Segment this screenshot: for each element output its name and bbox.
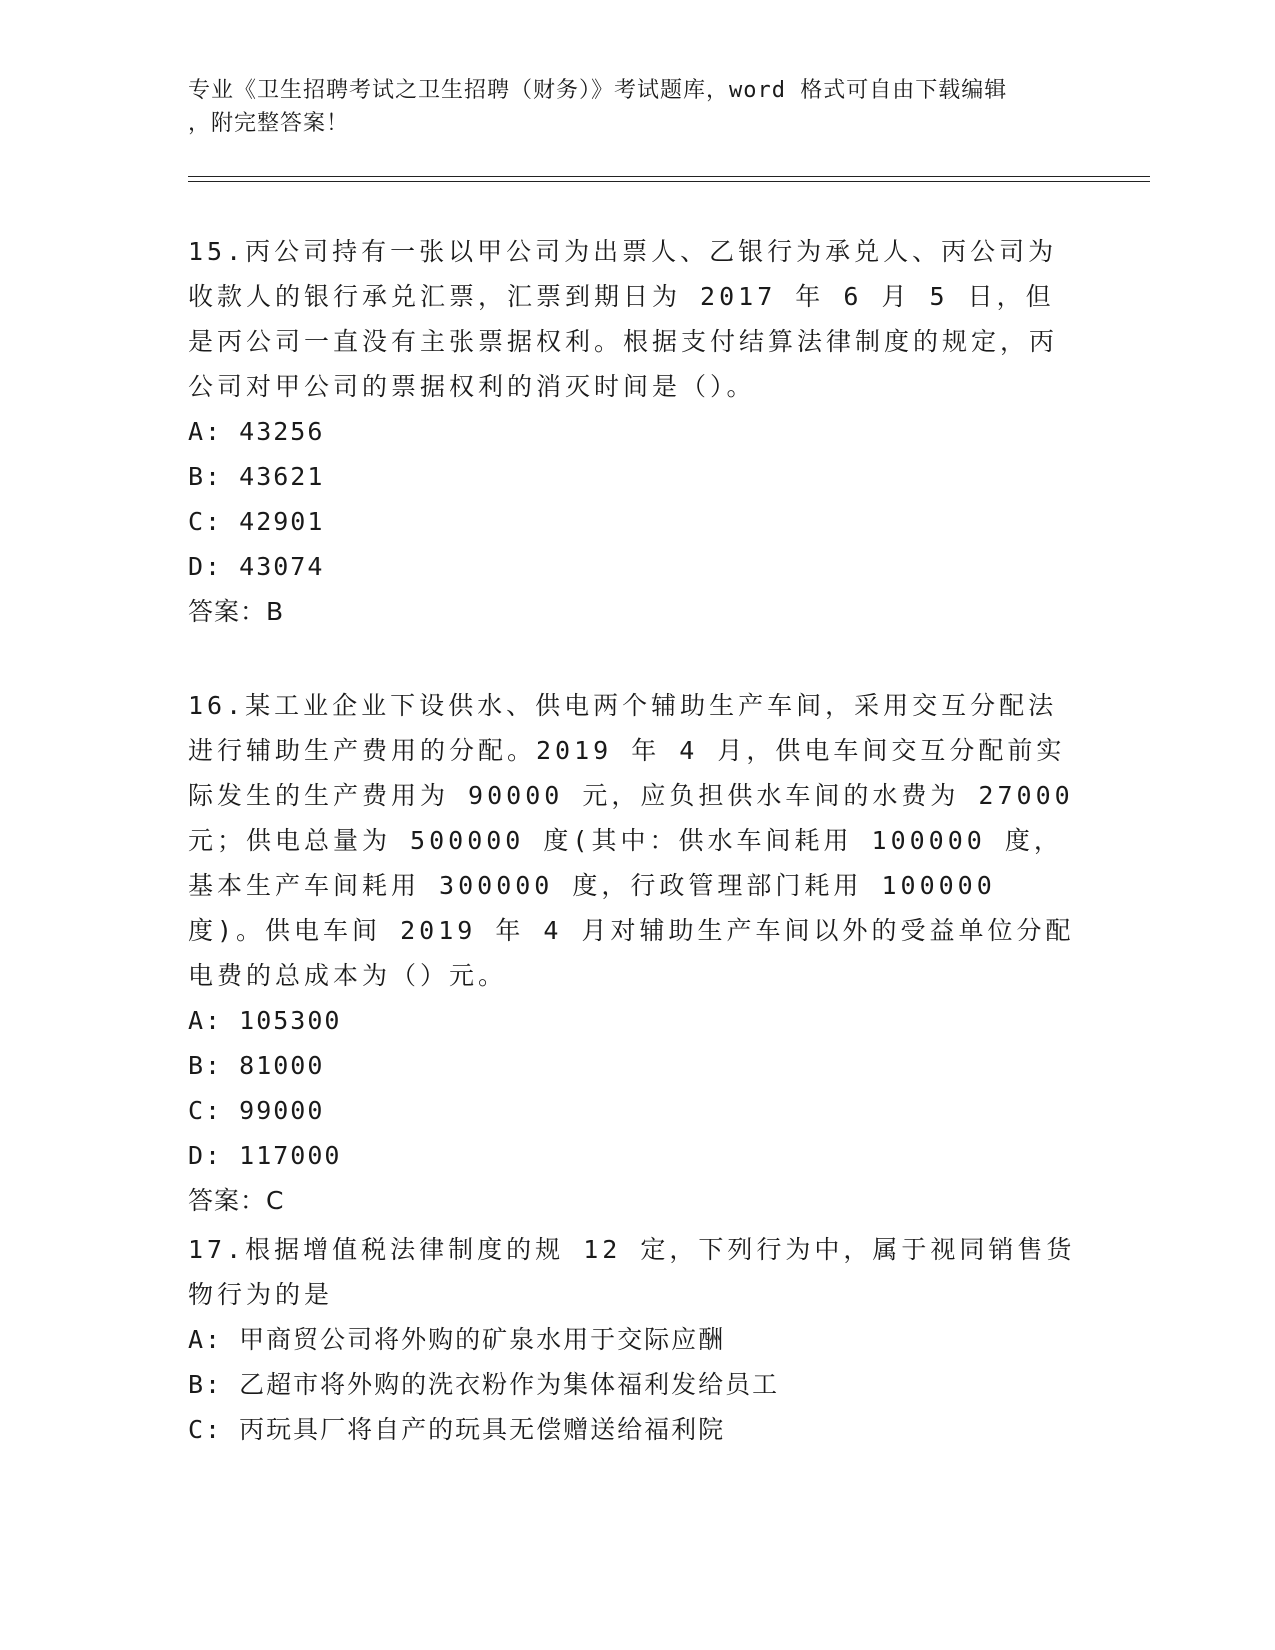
header-line-1: 专业《卫生招聘考试之卫生招聘（财务）》考试题库，word 格式可自由下载编辑 — [188, 78, 1008, 103]
document-header — [188, 74, 1088, 140]
question-15 — [188, 229, 1078, 634]
option-a: A: 43256 — [188, 417, 325, 446]
question-16 — [188, 683, 1078, 1223]
question-stem: 16.某工业企业下设供水、供电两个辅助生产车间，采用交互分配法进行辅助生产费用的分配。2019 年 4 月，供电车间交互分配前实际发生的生产费用为 90000 元，应负担供水车间的水费为 27000 元；供电总量为 500000 度(其中：供水车间耗用 100000 度，基本生产车间耗用 300000 度，行政管理部门耗用 100000 度)。供电车间 2019 年 4 月对辅助生产车间以外的受益单位分配电费的总成本为（）元。 — [188, 691, 1075, 990]
question-stem: 17.根据增值税法律制度的规 12 定，下列行为中，属于视同销售货物行为的是 — [188, 1235, 1076, 1309]
header-line-2: ，附完整答案！ — [188, 111, 350, 136]
option-a: A: 甲商贸公司将外购的矿泉水用于交际应酬 — [188, 1325, 726, 1354]
option-b: B: 乙超市将外购的洗衣粉作为集体福利发给员工 — [188, 1370, 780, 1399]
header-divider-top — [188, 176, 1150, 177]
header-divider-bottom — [188, 181, 1150, 182]
option-c: C: 丙玩具厂将自产的玩具无偿赠送给福利院 — [188, 1415, 726, 1444]
option-c: C: 42901 — [188, 507, 325, 536]
option-b: B: 81000 — [188, 1051, 325, 1080]
question-17 — [188, 1227, 1078, 1452]
option-c: C: 99000 — [188, 1096, 325, 1125]
answer-key: 答案：C — [188, 1186, 285, 1215]
option-a: A: 105300 — [188, 1006, 342, 1035]
question-stem: 15.丙公司持有一张以甲公司为出票人、乙银行为承兑人、丙公司为收款人的银行承兑汇票，汇票到期日为 2017 年 6 月 5 日，但是丙公司一直没有主张票据权利。根据支付结算法律制度的规定，丙公司对甲公司的票据权利的消灭时间是（）。 — [188, 237, 1059, 401]
option-b: B: 43621 — [188, 462, 325, 491]
answer-key: 答案：B — [188, 597, 285, 626]
option-d: D: 43074 — [188, 552, 325, 581]
option-d: D: 117000 — [188, 1141, 342, 1170]
